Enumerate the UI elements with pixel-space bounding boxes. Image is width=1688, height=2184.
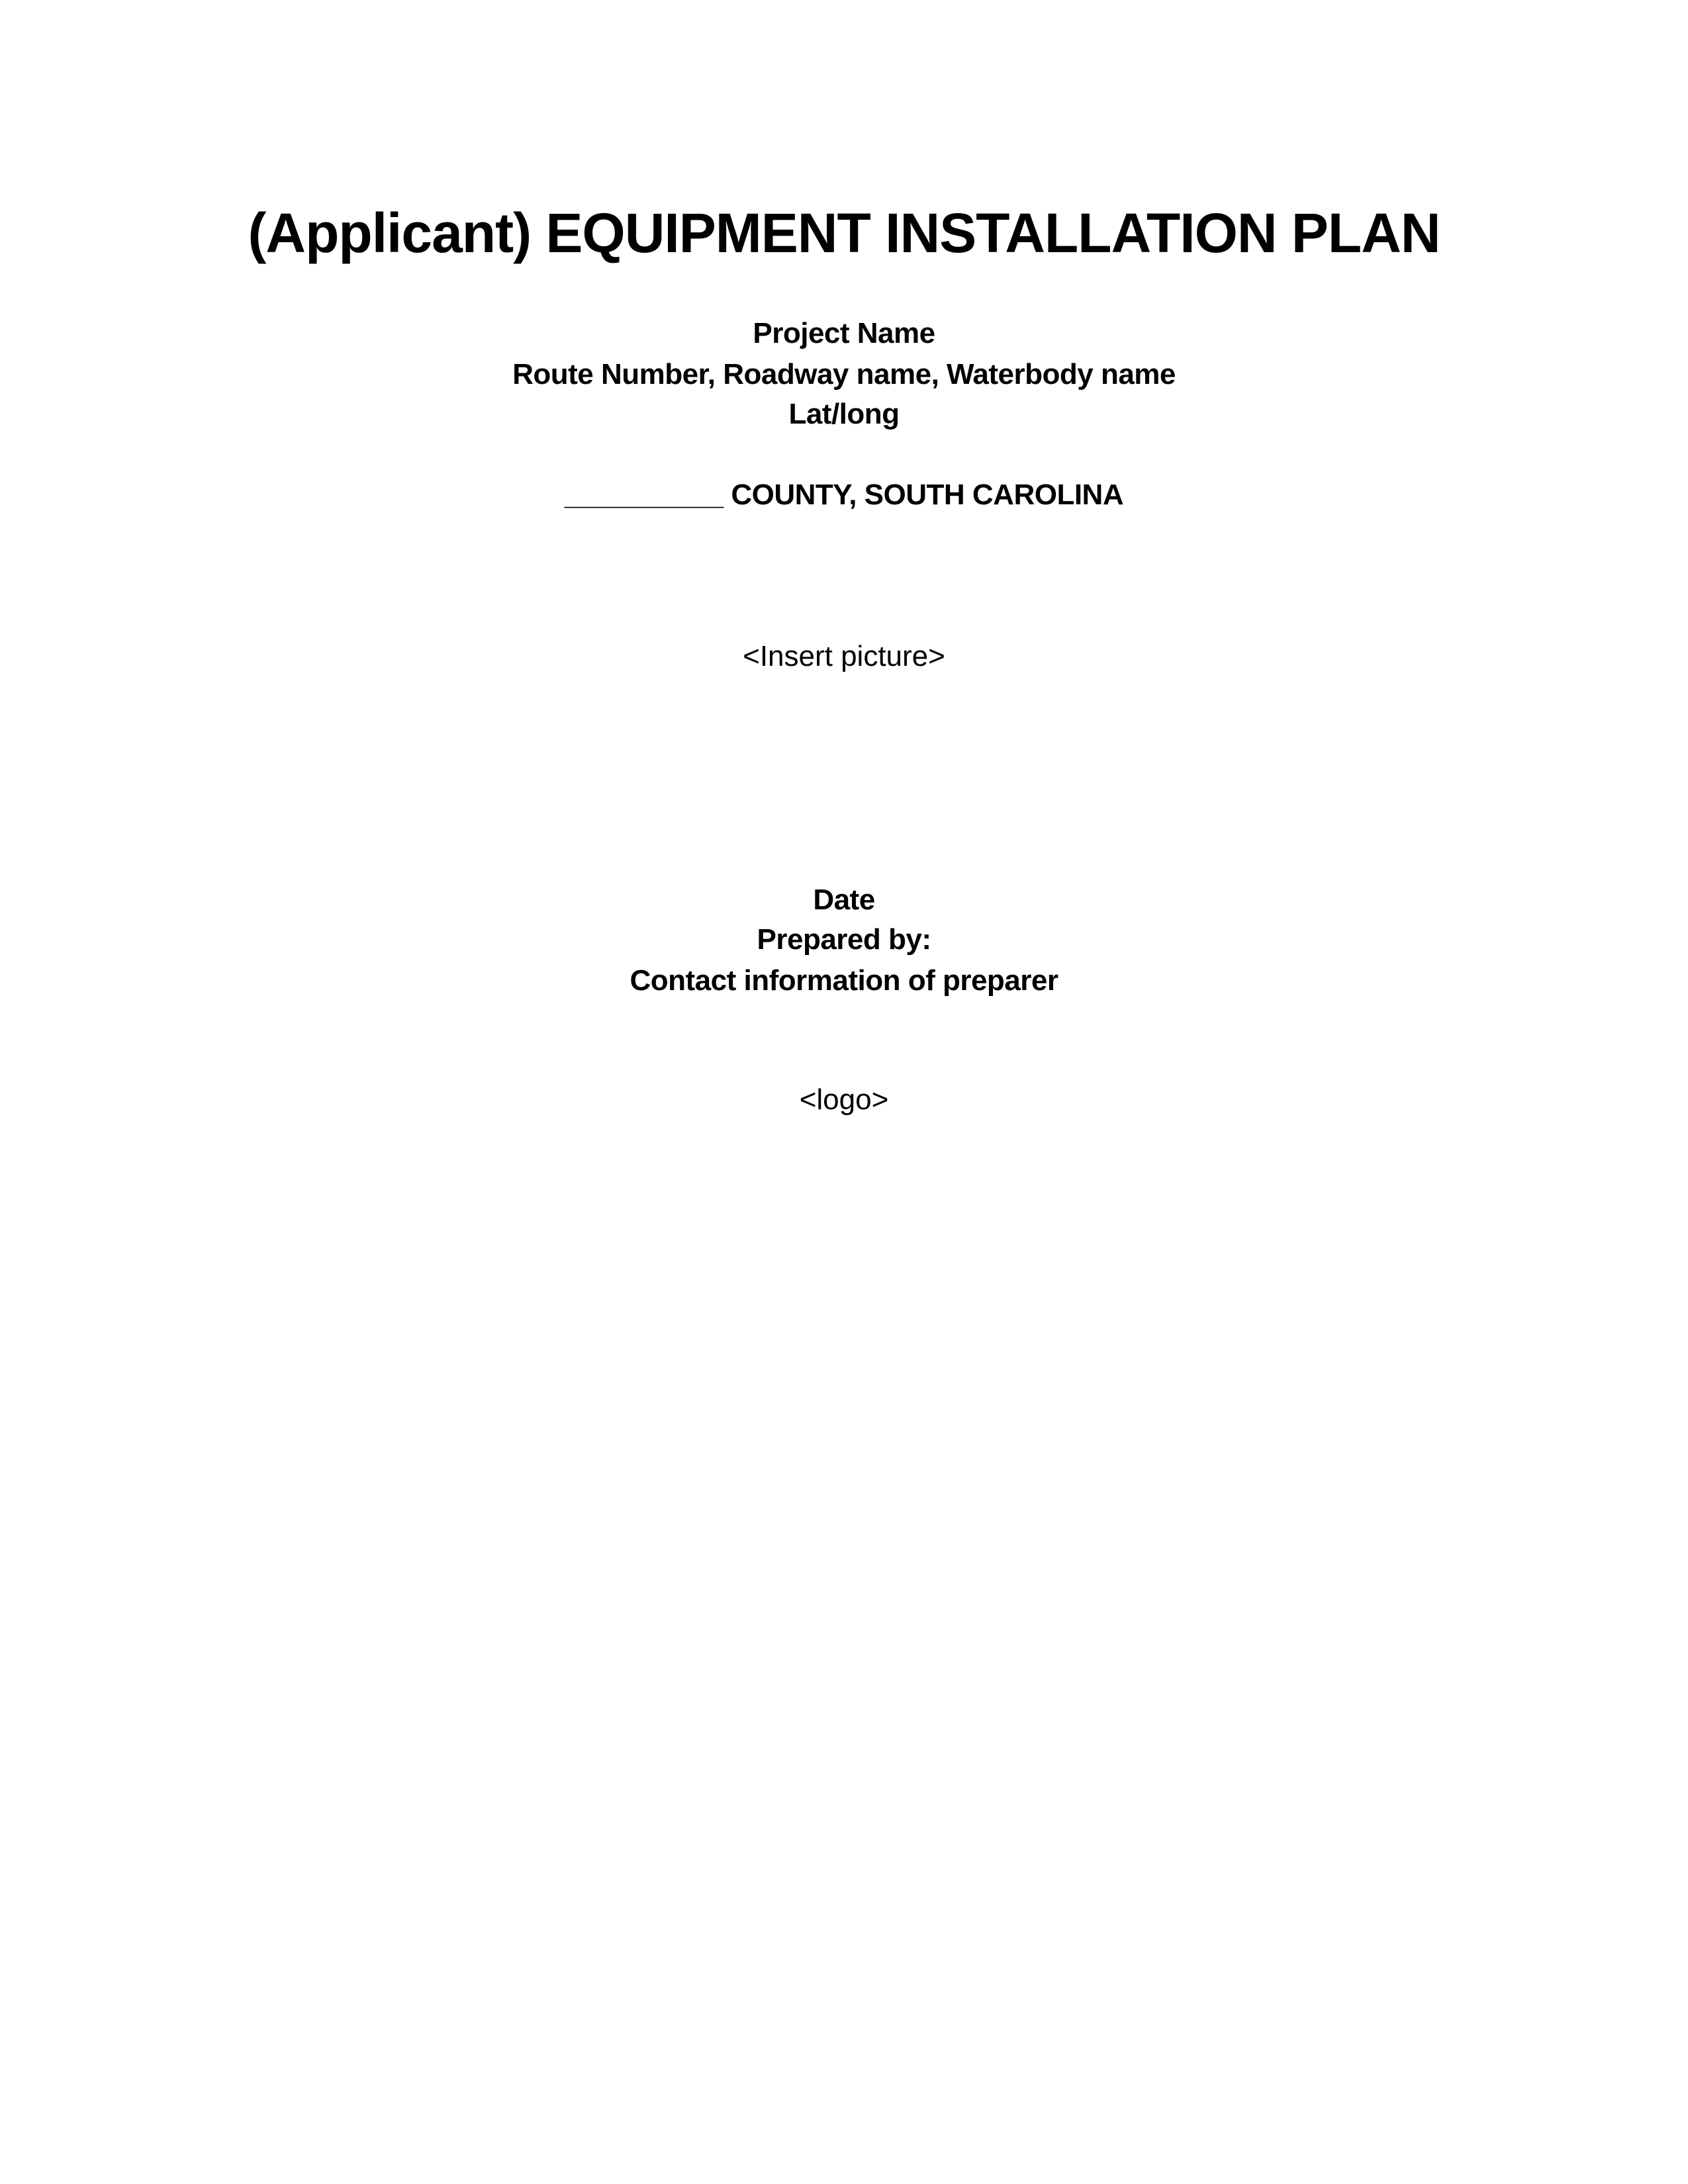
date-line: Date	[813, 884, 875, 916]
contact-info-line: Contact information of preparer	[630, 964, 1058, 997]
picture-placeholder: <Insert picture>	[743, 640, 945, 672]
project-name: Project Name	[753, 317, 935, 349]
document-title: (Applicant) EQUIPMENT INSTALLATION PLAN	[248, 202, 1440, 264]
county-line: __________ COUNTY, SOUTH CAROLINA	[564, 478, 1124, 511]
prepared-by-line: Prepared by:	[757, 923, 931, 956]
logo-placeholder: <logo>	[799, 1083, 889, 1116]
route-line: Route Number, Roadway name, Waterbody name	[512, 358, 1176, 390]
lat-long: Lat/long	[788, 398, 900, 430]
